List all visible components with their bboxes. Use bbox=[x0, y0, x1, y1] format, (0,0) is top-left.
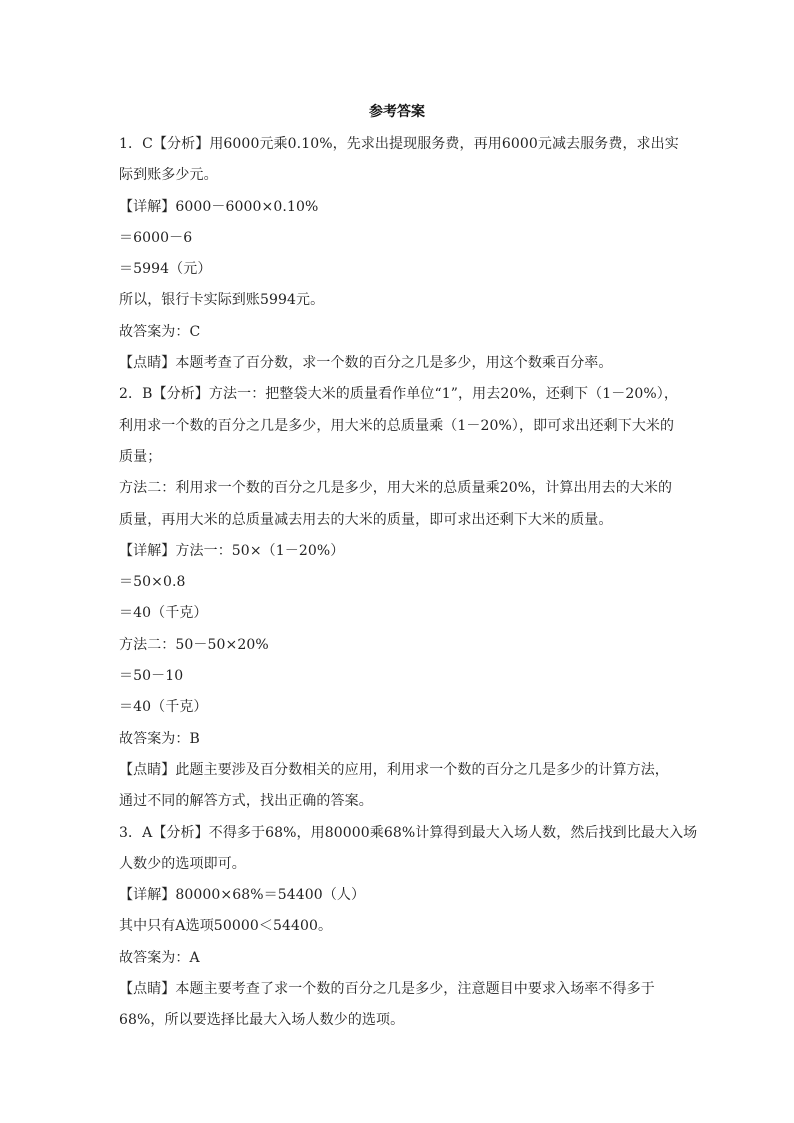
text-line: 利用求一个数的百分之几是多少，用大米的总质量乘（1－20%），即可求出还剩下大米的 bbox=[119, 417, 675, 434]
text-line: 【点睛】此题主要涉及百分数相关的应用，利用求一个数的百分之几是多少的计算方法， bbox=[119, 761, 669, 778]
text-line: 方法二：利用求一个数的百分之几是多少，用大米的总质量乘20%，计算出用去的大米的 bbox=[119, 480, 673, 497]
text-line: 【详解】方法一：50×（1－20%） bbox=[119, 542, 345, 559]
text-line: 故答案为：B bbox=[119, 730, 200, 747]
text-line: 其中只有A选项50000＜54400。 bbox=[119, 918, 333, 935]
text-line: 故答案为：A bbox=[119, 949, 200, 966]
text-line: 质量； bbox=[119, 448, 162, 465]
text-line: 所以，银行卡实际到账5994元。 bbox=[119, 292, 325, 309]
text-line: ＝40（千克） bbox=[119, 605, 208, 622]
text-line: 【详解】6000－6000×0.10% bbox=[119, 198, 319, 215]
text-line: 方法二：50－50×20% bbox=[119, 636, 269, 653]
text-line: 通过不同的解答方式，找出正确的答案。 bbox=[119, 793, 373, 810]
text-line: 【点睛】本题考查了百分数，求一个数的百分之几是多少，用这个数乘百分率。 bbox=[119, 355, 613, 372]
text-line: 【详解】80000×68%＝54400（人） bbox=[119, 887, 366, 904]
text-line: 际到账多少元。 bbox=[119, 167, 218, 184]
text-line: ＝50×0.8 bbox=[119, 574, 186, 591]
text-line: ＝40（千克） bbox=[119, 699, 208, 716]
text-line: ＝50－10 bbox=[119, 668, 184, 685]
text-line: 1．C【分析】用6000元乘0.10%，先求出提现服务费，再用6000元减去服务费，求出实 bbox=[119, 136, 679, 152]
text-line: 故答案为：C bbox=[119, 323, 201, 340]
text-line: 2．B【分析】方法一：把整袋大米的质量看作单位“1”，用去20%，还剩下（1－20%）， bbox=[119, 386, 678, 403]
text-line: 3．A【分析】不得多于68%，用80000乘68%计算得到最大入场人数，然后找到比最大入场 bbox=[119, 824, 698, 841]
text-line: ＝5994（元） bbox=[119, 261, 212, 278]
text-line: 68%，所以要选择比最大入场人数少的选项。 bbox=[119, 1012, 405, 1029]
text-line: 质量，再用大米的总质量减去用去的大米的质量，即可求出还剩下大米的质量。 bbox=[119, 511, 613, 528]
text-line: 【点睛】本题主要考查了求一个数的百分之几是多少，注意题目中要求入场率不得多于 bbox=[119, 981, 655, 998]
answer-content bbox=[119, 134, 698, 1042]
text-line: ＝6000－6 bbox=[119, 229, 193, 246]
page-title: 参考答案 bbox=[369, 104, 425, 120]
text-line: 人数少的选项即可。 bbox=[119, 855, 246, 872]
